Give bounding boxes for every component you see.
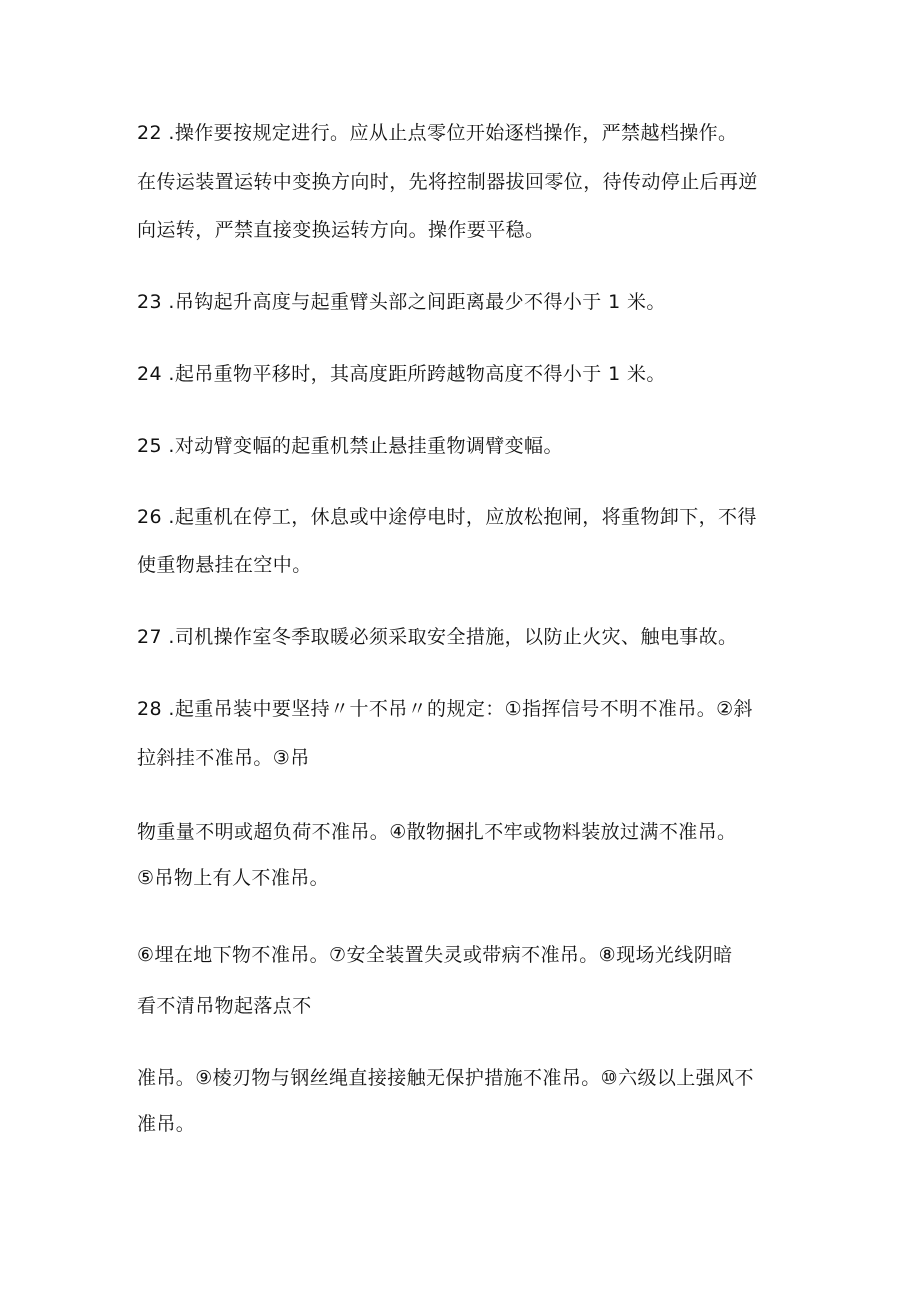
text-line: 23 .吊钩起升高度与起重臂头部之间距离最少不得小于 1 米。 — [137, 291, 666, 313]
text-line: ⑤吊物上有人不准吊。 — [137, 867, 330, 889]
text-line: ⑥埋在地下物不准吊。⑦安全装置失灵或带病不准吊。⑧现场光线阴暗 — [137, 944, 733, 966]
text-line: 物重量不明或超负荷不准吊。④散物捆扎不牢或物料装放过满不准吊。 — [137, 821, 737, 843]
text-line: 拉斜挂不准吊。③吊 — [137, 747, 310, 769]
text-line: 准吊。⑨棱刃物与钢丝绳直接接触无保护措施不准吊。⑩六级以上强风不 — [137, 1067, 754, 1089]
text-line: 24 .起吊重物平移时，其高度距所跨越物高度不得小于 1 米。 — [137, 363, 666, 385]
text-line: 在传运装置运转中变换方向时，先将控制器拔回零位，待传动停止后再逆 — [137, 171, 758, 193]
text-line: 26 .起重机在停工，休息或中途停电时，应放松抱闸，将重物卸下，不得 — [137, 506, 757, 528]
text-line: 22 .操作要按规定进行。应从止点零位开始逐档操作，严禁越档操作。 — [137, 122, 738, 144]
text-line: 25 .对动臂变幅的起重机禁止悬挂重物调臂变幅。 — [137, 435, 563, 457]
text-line: 看不清吊物起落点不 — [137, 995, 312, 1017]
text-line: 27 .司机操作室冬季取暖必须采取安全措施，以防止火灾、触电事故。 — [137, 626, 738, 648]
text-line: 使重物悬挂在空中。 — [137, 554, 312, 576]
text-line: 准吊。 — [137, 1113, 196, 1135]
text-line: 28 .起重吊装中要坚持〃十不吊〃的规定：①指挥信号不明不准吊。②斜 — [137, 698, 753, 720]
text-line: 向运转，严禁直接变换运转方向。操作要平稳。 — [137, 219, 545, 241]
